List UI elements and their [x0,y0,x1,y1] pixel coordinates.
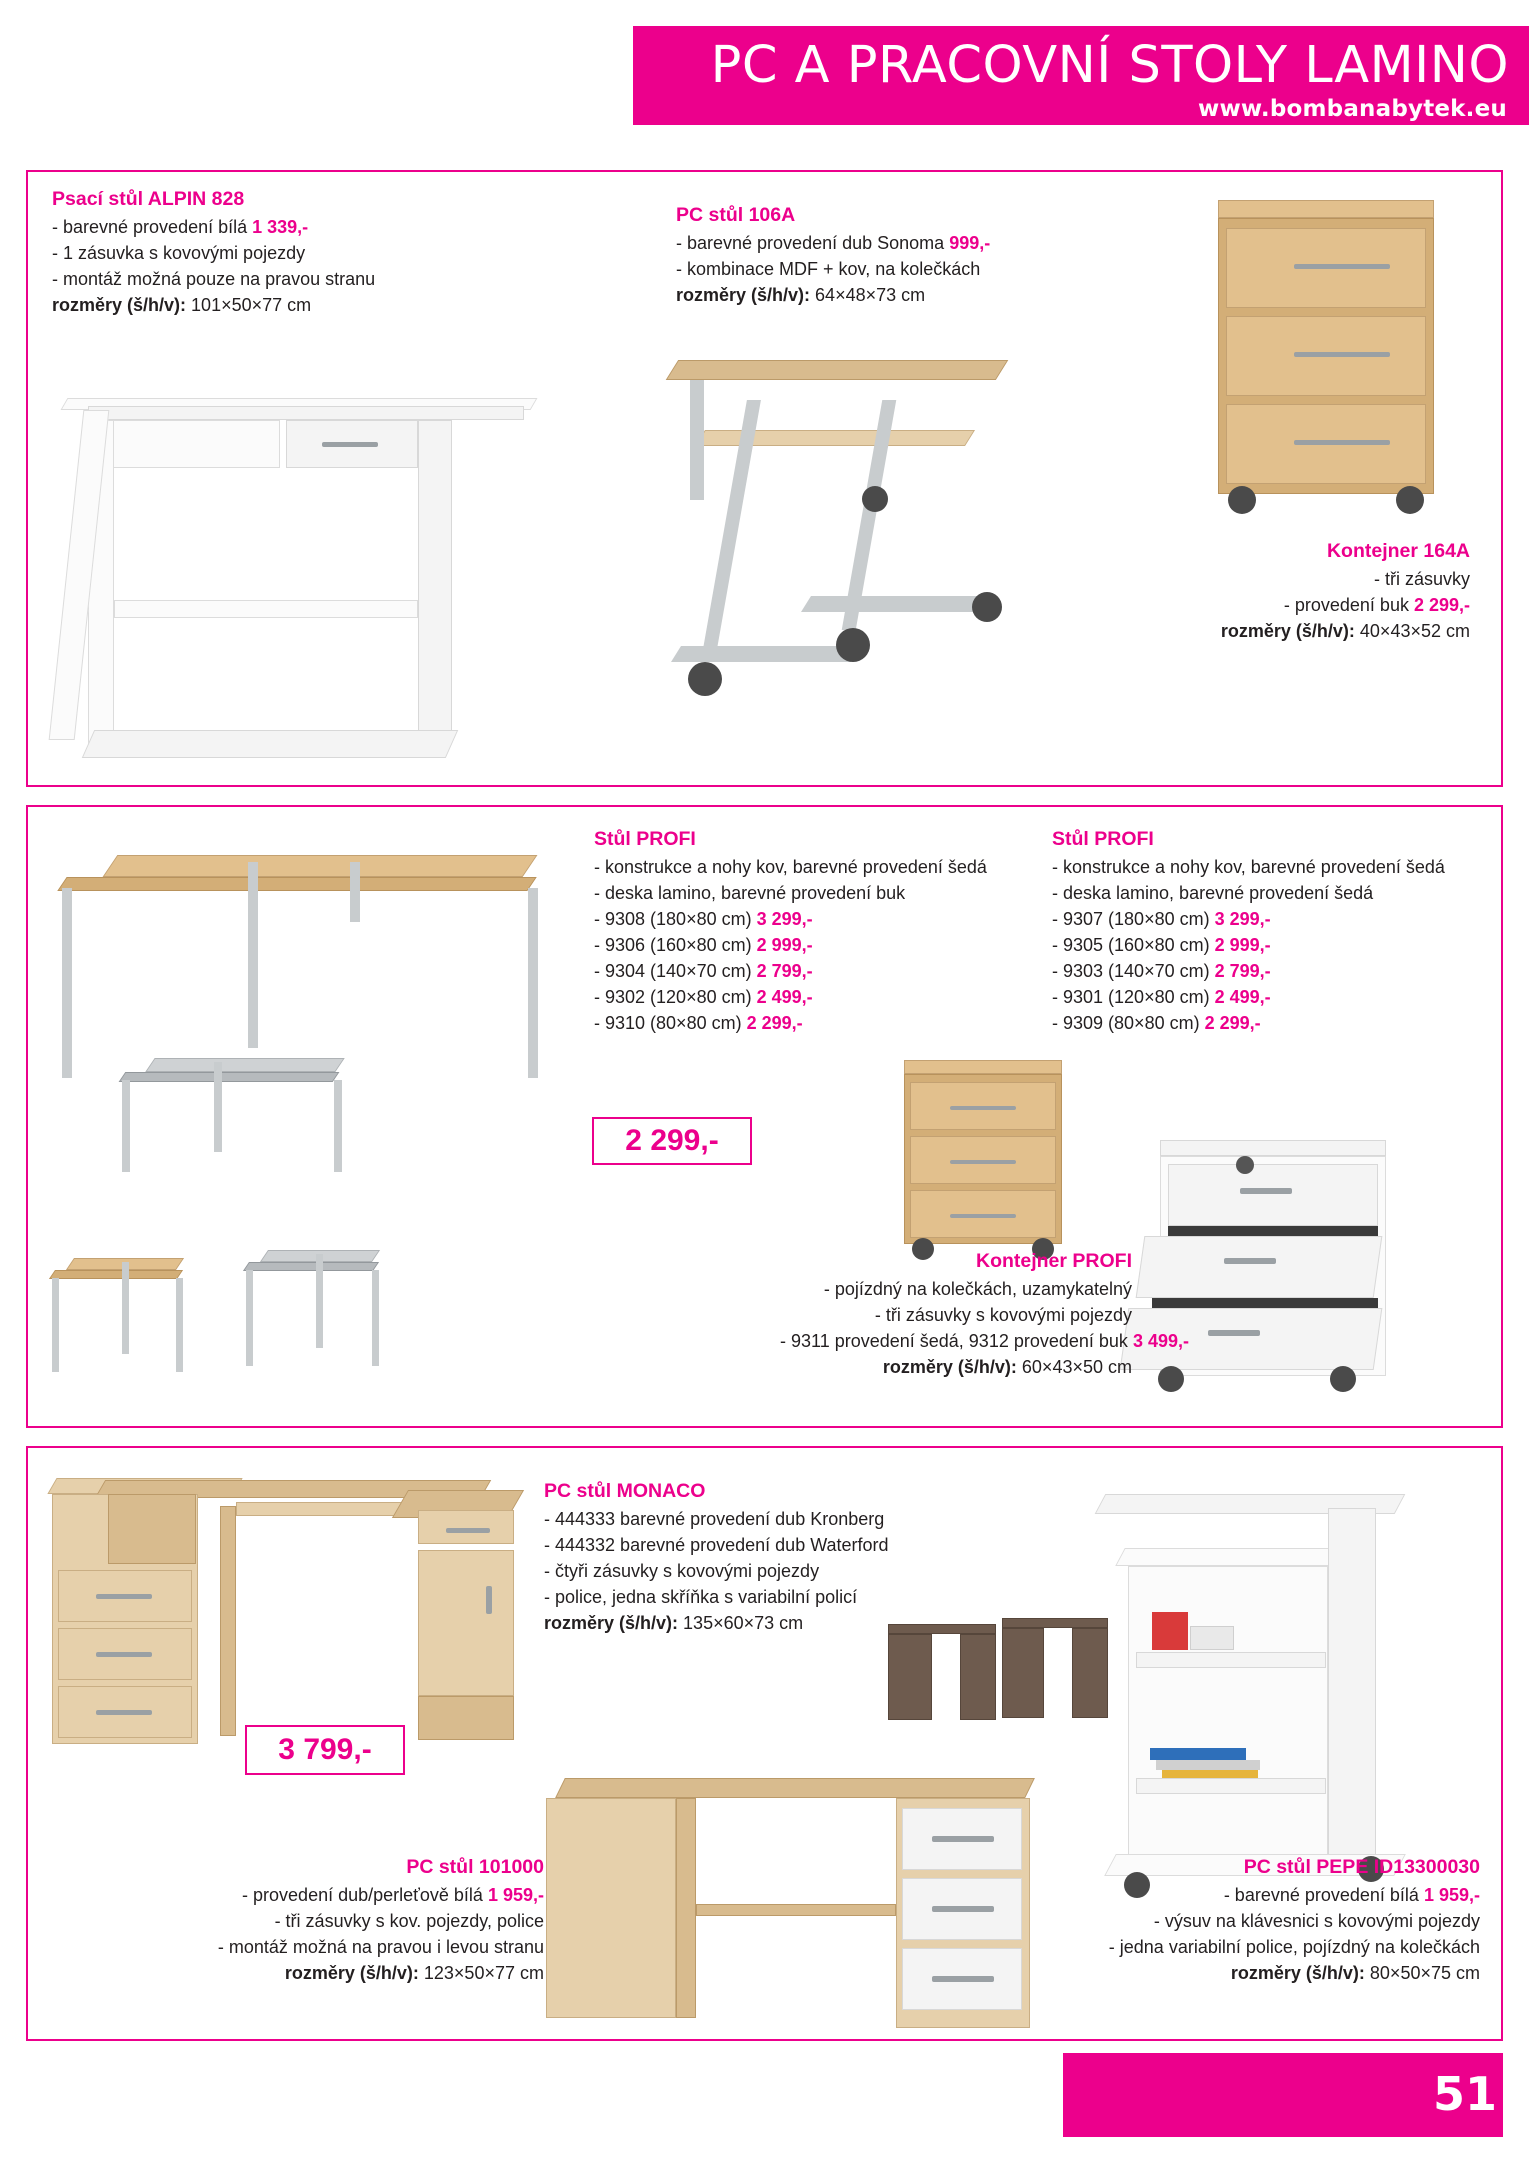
product-block-profi-buk [594,828,1034,1036]
product-variant: - 9306 (160×80 cm) 2 999,- [594,935,813,955]
product-title-profi-buk: Stůl PROFI [594,828,696,850]
product-variant: - 9301 (120×80 cm) 2 499,- [1052,987,1271,1007]
product-line: - montáž možná na pravou i levou stranu [217,1937,544,1957]
product-title-pepe: PC stůl PEPE ID13300030 [1243,1856,1480,1878]
product-line: - barevné provedení dub Sonoma 999,- [676,233,991,253]
product-dims: rozměry (š/h/v): 80×50×75 cm [1230,1963,1480,1983]
product-line: - kombinace MDF + kov, na kolečkách [676,259,981,279]
product-line: - konstrukce a nohy kov, barevné provedení šedá [1052,857,1445,877]
product-block-kontejner164a [1000,540,1470,644]
product-variant: - 9307 (180×80 cm) 3 299,- [1052,909,1271,929]
product-title-pc106a: PC stůl 106A [676,204,796,226]
product-title-alpin: Psací stůl ALPIN 828 [52,188,245,210]
page-number: 51 [1432,2067,1497,2121]
product-line: - výsuv na klávesnici s kovovými pojezdy [1153,1911,1480,1931]
product-block-alpin [52,188,472,318]
price-kontejner164a: 2 299,- [1413,595,1470,615]
product-line: - 444332 barevné provedení dub Waterford [544,1535,889,1555]
product-dims: rozměry (š/h/v): 64×48×73 cm [676,285,926,305]
product-dims: rozměry (š/h/v): 123×50×77 cm [284,1963,544,1983]
price-tag-monaco: 3 799,- [245,1725,405,1775]
product-line: - tři zásuvky s kov. pojezdy, police [274,1911,544,1931]
product-block-kontejner-profi [780,1250,1189,1380]
product-line: - 9311 provedení šedá, 9312 provedení buk 3 499,- [780,1331,1189,1351]
product-block-profi-seda [1052,828,1492,1036]
product-dims: rozměry (š/h/v): 101×50×77 cm [52,295,312,315]
product-line: - barevné provedení bílá 1 339,- [52,217,309,237]
price-kontejner-profi: 3 499,- [1132,1331,1189,1351]
product-line: - deska lamino, barevné provedení šedá [1052,883,1374,903]
product-title-pc101000: PC stůl 101000 [406,1856,544,1878]
product-variant: - 9304 (140×70 cm) 2 799,- [594,961,813,981]
product-line: - pojízdný na kolečkách, uzamykatelný [823,1279,1132,1299]
product-title-profi-seda: Stůl PROFI [1052,828,1154,850]
product-line: - provedení buk 2 299,- [1283,595,1470,615]
product-variant: - 9305 (160×80 cm) 2 999,- [1052,935,1271,955]
product-dims: rozměry (š/h/v): 60×43×50 cm [882,1357,1132,1377]
product-line: - čtyři zásuvky s kovovými pojezdy [544,1561,820,1581]
product-line: - 1 zásuvka s kovovými pojezdy [52,243,306,263]
product-title-kontejner-profi: Kontejner PROFI [975,1250,1132,1272]
price-alpin: 1 339,- [252,217,309,237]
product-line: - police, jedna skříňka s variabilní policí [544,1587,858,1607]
price-pc101000: 1 959,- [487,1885,544,1905]
product-variant: - 9309 (80×80 cm) 2 299,- [1052,1013,1261,1033]
product-variant: - 9303 (140×70 cm) 2 799,- [1052,961,1271,981]
product-block-pc101000 [150,1856,544,1986]
product-title-kontejner164a: Kontejner 164A [1326,540,1470,562]
website-url: www.bombanabytek.eu [1198,96,1507,122]
product-line: - montáž možná pouze na pravou stranu [52,269,376,289]
product-line: - tři zásuvky s kovovými pojezdy [874,1305,1132,1325]
product-title-monaco: PC stůl MONACO [544,1480,706,1502]
product-line: - jedna variabilní police, pojízdný na kolečkách [1108,1937,1480,1957]
product-block-pepe [1000,1856,1480,1986]
product-line: - provedení dub/perleťově bílá 1 959,- [242,1885,544,1905]
product-block-monaco [544,1480,984,1636]
product-line: - barevné provedení bílá 1 959,- [1223,1885,1480,1905]
price-tag-profi: 2 299,- [592,1117,752,1165]
product-block-pc106a [676,204,1076,308]
product-line: - 444333 barevné provedení dub Kronberg [544,1509,885,1529]
product-variant: - 9310 (80×80 cm) 2 299,- [594,1013,803,1033]
price-pepe: 1 959,- [1423,1885,1480,1905]
product-variant: - 9302 (120×80 cm) 2 499,- [594,987,813,1007]
product-line: - konstrukce a nohy kov, barevné provedení šedá [594,857,987,877]
product-line: - tři zásuvky [1373,569,1470,589]
product-dims: rozměry (š/h/v): 135×60×73 cm [544,1613,804,1633]
product-variant: - 9308 (180×80 cm) 3 299,- [594,909,813,929]
page-title: PC A PRACOVNÍ STOLY LAMINO [710,36,1509,95]
product-dims: rozměry (š/h/v): 40×43×52 cm [1220,621,1470,641]
product-line: - deska lamino, barevné provedení buk [594,883,906,903]
price-pc106a: 999,- [949,233,991,253]
